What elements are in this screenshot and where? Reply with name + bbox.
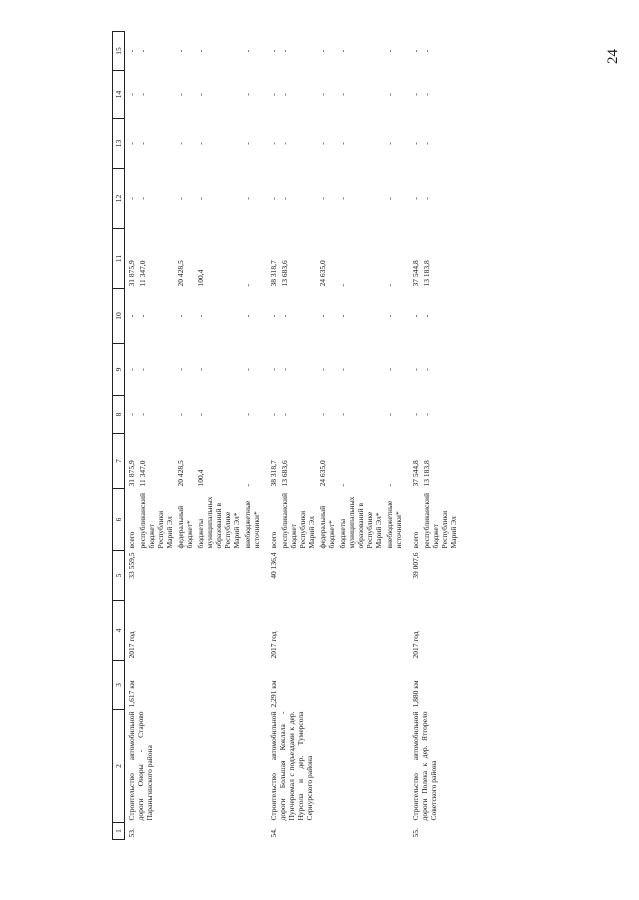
funding-source: бюджеты муниципальных образований в Республике Марий Эл* <box>196 496 241 549</box>
dash-cell: - <box>422 142 431 145</box>
dash-cell: - <box>338 197 347 200</box>
project-name: Строительство автомобильной дороги Полека к дер. Ятгорело Советского района <box>411 711 438 821</box>
dash-cell: - <box>176 93 185 96</box>
funding-source: федеральный бюджет* <box>176 505 194 549</box>
dash-cell: - <box>138 368 147 371</box>
dash-cell: - <box>196 93 205 96</box>
dash-cell: - <box>243 368 252 371</box>
amount-total: - <box>338 484 347 487</box>
dash-cell: - <box>269 368 278 371</box>
dash-cell: - <box>127 93 136 96</box>
column-number-cell: 14 <box>113 71 125 119</box>
dash-cell: - <box>318 314 327 318</box>
dash-cell: - <box>196 197 205 200</box>
amount-2017: 20 428,5 <box>176 260 185 287</box>
dash-cell: - <box>318 49 327 53</box>
dash-cell: - <box>318 413 327 416</box>
dash-cell: - <box>411 413 420 416</box>
column-number-cell: 13 <box>113 119 125 169</box>
funding-source: всего <box>127 531 136 549</box>
dash-cell: - <box>385 142 394 145</box>
funding-source: республиканский бюджет Республики Марий Эл <box>422 492 458 549</box>
dash-cell: - <box>280 197 289 200</box>
column-number-cell: 15 <box>113 32 125 71</box>
amount-total: 37 544,8 <box>411 460 420 487</box>
column-number-cell: 12 <box>113 169 125 229</box>
amount-2017: 100,4 <box>196 269 205 287</box>
dash-cell: - <box>243 197 252 200</box>
dash-cell: - <box>127 49 136 53</box>
project-length: 1,880 км <box>411 680 420 708</box>
project-number: 53. <box>127 828 136 838</box>
amount-total: 13 183,8 <box>422 460 431 487</box>
dash-cell: - <box>280 142 289 145</box>
dash-cell: - <box>422 49 431 53</box>
dash-cell: - <box>422 93 431 96</box>
dash-cell: - <box>176 142 185 145</box>
column-number-cell: 11 <box>113 229 125 289</box>
project-spacer <box>458 32 464 840</box>
column-number-cell: 5 <box>113 551 125 601</box>
amount-total: 11 347,0 <box>138 460 147 487</box>
dash-cell: - <box>269 197 278 200</box>
amount-2017: 13 183,8 <box>422 260 431 287</box>
dash-cell: - <box>127 368 136 371</box>
dash-cell: - <box>411 142 420 145</box>
dash-cell: - <box>338 93 347 96</box>
dash-cell: - <box>422 413 431 416</box>
amount-total: 24 635,0 <box>318 460 327 487</box>
dash-cell: - <box>196 49 205 53</box>
project-name: Строительство автомобильной дороги Большая Коклала - Пунчерюмал с подъездами к дер. Нурсола и дер. Тумерсола Сернурского района <box>269 711 314 821</box>
amount-total: - <box>385 484 394 487</box>
column-number-cell: 2 <box>113 710 125 823</box>
column-number-cell: 10 <box>113 289 125 344</box>
column-number-cell: 3 <box>113 661 125 710</box>
amount-2017: 13 683,6 <box>280 260 289 287</box>
dash-cell: - <box>269 49 278 53</box>
dash-cell: - <box>422 368 431 371</box>
amount-2017: 37 544,8 <box>411 260 420 287</box>
dash-cell: - <box>422 197 431 200</box>
dash-cell: - <box>243 93 252 96</box>
dash-cell: - <box>280 49 289 53</box>
dash-cell: - <box>280 368 289 371</box>
dash-cell: - <box>385 368 394 371</box>
project-row <box>409 32 420 840</box>
amount-total: 100,4 <box>196 469 205 487</box>
dash-cell: - <box>411 93 420 96</box>
dash-cell: - <box>338 314 347 318</box>
amount-2017: - <box>243 284 252 287</box>
project-number: 54. <box>269 828 278 838</box>
dash-cell: - <box>176 197 185 200</box>
dash-cell: - <box>411 49 420 53</box>
dash-cell: - <box>422 314 431 318</box>
amount-total: 13 683,6 <box>280 460 289 487</box>
dash-cell: - <box>138 413 147 416</box>
dash-cell: - <box>280 314 289 318</box>
funding-source: бюджеты муниципальных образований в Республике Марий Эл* <box>338 496 383 549</box>
project-name: Строительство автомобильной дороги Оноры - Старово Параньгинского района <box>127 711 154 821</box>
project-year: 2017 год <box>269 631 278 659</box>
project-year: 2017 год <box>127 631 136 659</box>
dash-cell: - <box>338 142 347 145</box>
page-number: 24 <box>605 49 621 64</box>
dash-cell: - <box>138 314 147 318</box>
dash-cell: - <box>243 314 252 318</box>
project-cost: 33 559,5 <box>127 552 136 579</box>
amount-total: 20 428,5 <box>176 460 185 487</box>
dash-cell: - <box>269 142 278 145</box>
dash-cell: - <box>411 368 420 371</box>
dash-cell: - <box>176 49 185 53</box>
dash-cell: - <box>243 142 252 145</box>
dash-cell: - <box>127 197 136 200</box>
project-length: 1,617 км <box>127 680 136 708</box>
dash-cell: - <box>385 314 394 318</box>
amount-2017: 11 347,0 <box>138 260 147 287</box>
amount-2017: - <box>338 284 347 287</box>
dash-cell: - <box>176 314 185 318</box>
dash-cell: - <box>138 93 147 96</box>
column-number-cell: 7 <box>113 434 125 489</box>
table-body <box>125 32 465 840</box>
funding-source: республиканский бюджет Республики Марий Эл <box>280 492 316 549</box>
dash-cell: - <box>338 49 347 53</box>
amount-total: 38 318,7 <box>269 460 278 487</box>
dash-cell: - <box>280 413 289 416</box>
dash-cell: - <box>338 368 347 371</box>
column-number-cell: 6 <box>113 489 125 551</box>
funding-source: федеральный бюджет* <box>318 505 336 549</box>
funding-source: внебюджетные источники* <box>385 500 403 549</box>
column-number-cell: 9 <box>113 344 125 396</box>
dash-cell: - <box>269 413 278 416</box>
funding-source: внебюджетные источники* <box>243 500 261 549</box>
financing-table <box>112 31 464 840</box>
funding-source: республиканский бюджет Республики Марий Эл <box>138 492 174 549</box>
dash-cell: - <box>243 49 252 53</box>
financing-table-sheet <box>112 32 629 840</box>
dash-cell: - <box>269 314 278 318</box>
dash-cell: - <box>196 413 205 416</box>
column-number-cell: 1 <box>113 823 125 840</box>
dash-cell: - <box>385 197 394 200</box>
dash-cell: - <box>385 93 394 96</box>
dash-cell: - <box>176 368 185 371</box>
funding-source: всего <box>269 531 278 549</box>
dash-cell: - <box>318 368 327 371</box>
funding-source: всего <box>411 531 420 549</box>
dash-cell: - <box>176 413 185 416</box>
dash-cell: - <box>338 413 347 416</box>
dash-cell: - <box>127 413 136 416</box>
amount-2017: 31 875,9 <box>127 260 136 287</box>
dash-cell: - <box>127 314 136 318</box>
amount-total: 31 875,9 <box>127 460 136 487</box>
column-number-cell: 4 <box>113 601 125 661</box>
amount-2017: 24 635,0 <box>318 260 327 287</box>
project-row <box>267 32 278 840</box>
project-number: 55. <box>411 828 420 838</box>
dash-cell: - <box>269 93 278 96</box>
column-number-cell: 8 <box>113 396 125 434</box>
dash-cell: - <box>138 197 147 200</box>
project-row <box>125 32 137 840</box>
dash-cell: - <box>196 368 205 371</box>
dash-cell: - <box>196 142 205 145</box>
dash-cell: - <box>138 142 147 145</box>
dash-cell: - <box>385 49 394 53</box>
dash-cell: - <box>318 197 327 200</box>
dash-cell: - <box>138 49 147 53</box>
dash-cell: - <box>243 413 252 416</box>
project-cost: 39 007,6 <box>411 552 420 579</box>
dash-cell: - <box>318 93 327 96</box>
project-cost: 40 136,4 <box>269 552 278 579</box>
dash-cell: - <box>127 142 136 145</box>
dash-cell: - <box>411 314 420 318</box>
dash-cell: - <box>385 413 394 416</box>
dash-cell: - <box>411 197 420 200</box>
amount-total: - <box>243 484 252 487</box>
dash-cell: - <box>196 314 205 318</box>
project-year: 2017 год <box>411 631 420 659</box>
column-number-row <box>113 32 125 840</box>
amount-2017: 38 318,7 <box>269 260 278 287</box>
dash-cell: - <box>280 93 289 96</box>
project-length: 2,291 км <box>269 680 278 708</box>
spacer-cell <box>458 32 464 840</box>
dash-cell: - <box>318 142 327 145</box>
amount-2017: - <box>385 284 394 287</box>
